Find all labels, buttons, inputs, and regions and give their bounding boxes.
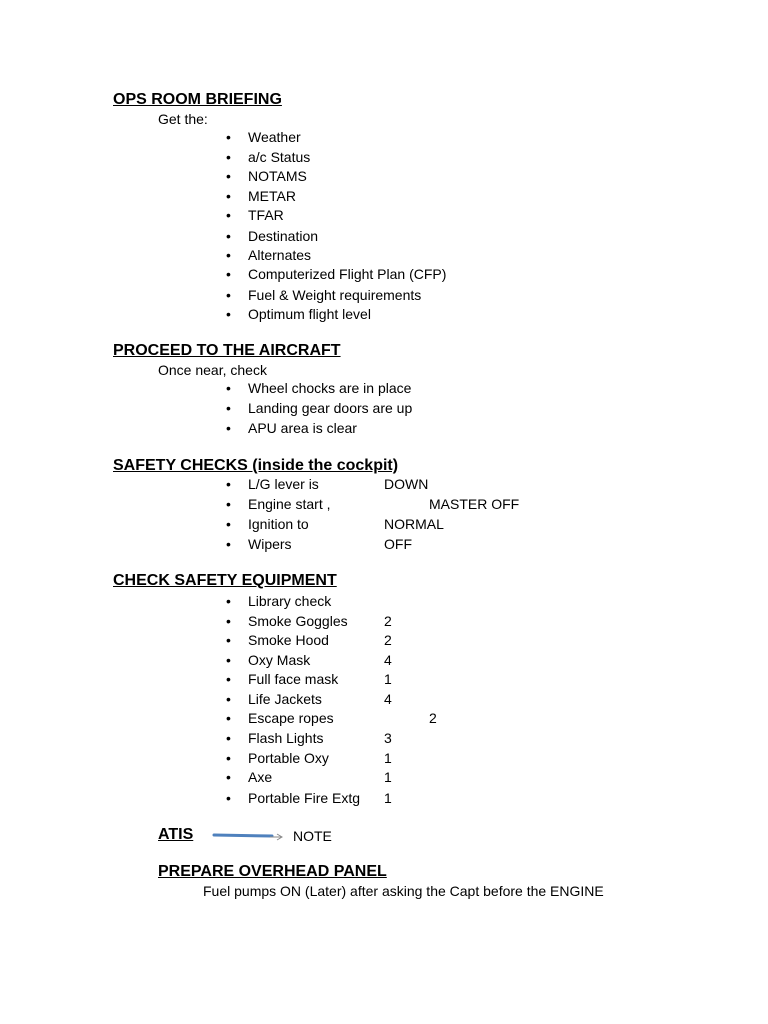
- list-item-label: • Oxy Mask: [248, 652, 310, 668]
- list-item-label: • Escape ropes: [248, 710, 334, 726]
- list-item-label: • Smoke Hood: [248, 632, 329, 648]
- list-item-value: 1: [384, 769, 392, 785]
- list-item-value: MASTER OFF: [429, 496, 520, 512]
- list-item-value: 1: [384, 790, 392, 806]
- list-item-label: • Life Jackets: [248, 691, 322, 707]
- list-item-value: NORMAL: [384, 516, 444, 532]
- list-item-label: • L/G lever is: [248, 476, 319, 492]
- list-item-label: • Axe: [248, 769, 272, 785]
- list-item: • a/c Status: [248, 149, 310, 165]
- list-item: • Weather: [248, 129, 301, 145]
- list-item-value: 4: [384, 652, 392, 668]
- list-item: • Wheel chocks are in place: [248, 380, 411, 396]
- list-item-label: • Full face mask: [248, 671, 338, 687]
- list-item-value: 2: [429, 710, 437, 726]
- list-item: • Computerized Flight Plan (CFP): [248, 266, 446, 282]
- list-item-value: DOWN: [384, 476, 429, 492]
- proceed-intro-text: Once near, check: [158, 362, 267, 378]
- ops-room-briefing-heading: OPS ROOM BRIEFING: [113, 91, 282, 108]
- overhead-panel-text: Fuel pumps ON (Later) after asking the Capt before the ENGINE: [203, 883, 604, 899]
- list-item: • TFAR: [248, 207, 284, 223]
- list-item-value: 2: [384, 613, 392, 629]
- list-item-label: • Smoke Goggles: [248, 613, 348, 629]
- list-item: • Alternates: [248, 247, 311, 263]
- list-item-value: 2: [384, 632, 392, 648]
- atis-note-text: NOTE: [293, 828, 332, 844]
- list-item-value: 4: [384, 691, 392, 707]
- list-item-value: 1: [384, 750, 392, 766]
- list-item-label: • Ignition to: [248, 516, 309, 532]
- safety-checks-heading: SAFETY CHECKS (inside the cockpit): [113, 457, 399, 474]
- list-item: • Fuel & Weight requirements: [248, 287, 421, 303]
- check-safety-equipment-heading: CHECK SAFETY EQUIPMENT: [113, 572, 337, 589]
- list-item: • APU area is clear: [248, 420, 357, 436]
- list-item-label: • Flash Lights: [248, 730, 323, 746]
- list-item-label: • Library check: [248, 593, 331, 609]
- list-item-label: • Portable Oxy: [248, 750, 329, 766]
- list-item: • METAR: [248, 188, 296, 204]
- list-item: • Destination: [248, 228, 318, 244]
- list-item: • Optimum flight level: [248, 306, 371, 322]
- list-item-value: OFF: [384, 536, 412, 552]
- prepare-overhead-panel-heading: PREPARE OVERHEAD PANEL: [158, 863, 387, 880]
- list-item-value: 3: [384, 730, 392, 746]
- list-item: • NOTAMS: [248, 168, 307, 184]
- right-arrow-icon: [212, 828, 286, 844]
- list-item-value: 1: [384, 671, 392, 687]
- proceed-to-aircraft-heading: PROCEED TO THE AIRCRAFT: [113, 342, 341, 359]
- list-item-label: • Portable Fire Extg: [248, 790, 360, 806]
- ops-intro-text: Get the:: [158, 111, 208, 127]
- list-item-label: • Engine start ,: [248, 496, 331, 512]
- list-item: • Landing gear doors are up: [248, 400, 412, 416]
- list-item-label: • Wipers: [248, 536, 292, 552]
- atis-heading: ATIS: [158, 826, 194, 843]
